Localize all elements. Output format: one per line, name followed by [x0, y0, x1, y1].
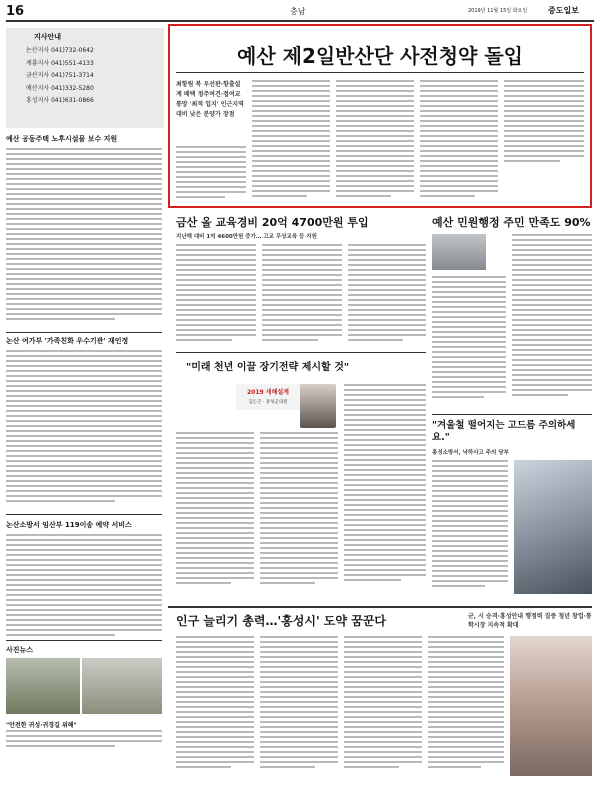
geumsan-body-col2 — [262, 244, 342, 348]
bottom-body-col3 — [344, 636, 422, 782]
bottom-body-col2 — [260, 636, 338, 782]
divider — [176, 352, 426, 353]
column-label: 2019 새해설계 — [247, 389, 289, 396]
headline-title: 예산 제2일반산단 사전청약 돌입 — [237, 44, 523, 68]
divider — [168, 606, 592, 608]
photo-news-image — [82, 658, 162, 714]
column-person: 김돈곤 · 홍성군의원 — [248, 400, 288, 405]
left-article-2-body — [6, 350, 162, 508]
yesan-civil-title: 예산 민원행정 주민 만족도 90% — [432, 216, 591, 229]
divider — [6, 640, 162, 641]
column-body-col3 — [344, 384, 426, 600]
branch-list — [26, 45, 161, 108]
left-article-3-title: 논산소방서 임산부 119이송 예약 서비스 — [6, 521, 132, 529]
left-article-2-title: 논산 여가부 '가족친화 우수기관' 재인정 — [6, 337, 129, 345]
headline-rule — [176, 72, 584, 73]
headline-body-col2 — [252, 80, 330, 204]
winter-subtitle: 홍성소방서, 낙하사고 주의 당부 — [432, 450, 509, 456]
column-badge — [236, 384, 300, 410]
photo-news-caption: "안전한 귀성·귀경길 위해" — [6, 722, 77, 729]
headline-body-col3 — [336, 80, 414, 204]
left-article-3-body — [6, 534, 162, 640]
photo-news-image — [6, 658, 80, 714]
branch-row: 금산지사 041)751-3714 — [26, 72, 94, 79]
left-article-1-title: 예산 공동주택 노후시설물 보수 지원 — [6, 135, 118, 143]
geumsan-subtitle: 지난해 대비 1억 4600만원 증가… 고교 무상교육 등 지원 — [176, 234, 317, 240]
divider — [6, 332, 162, 333]
bottom-feature-title: 인구 늘리기 총력…'홍성시' 도약 꿈꾼다 — [176, 614, 386, 628]
geumsan-title: 금산 올 교육경비 20억 4700만원 투입 — [176, 216, 369, 229]
headline-subtitle: 최항림 북 우선판·항출설계 배택 정주여건·접여교통망 '최적 입지' 인근지역 대비 낮은 분양가 장점 — [176, 81, 244, 118]
column-body-col1 — [176, 432, 254, 600]
headline-body-col4 — [420, 80, 498, 204]
yesan-civil-body-col2 — [512, 234, 592, 410]
winter-quote: "겨울철 떨어지는 고드름 주의하세요." — [432, 420, 576, 443]
branch-row: 홍성지사 041)631-0866 — [26, 97, 94, 104]
headline-body-col1 — [176, 146, 246, 204]
photo-news-label: 사진뉴스 — [6, 646, 34, 654]
issue-date: 2019년 11월 15일 화요일 — [468, 8, 528, 14]
column-portrait — [300, 384, 336, 428]
newspaper-name: 중도일보 — [548, 6, 579, 15]
branch-row: 계룡지사 041)551-4133 — [26, 59, 94, 67]
yesan-civil-photo — [432, 234, 486, 270]
divider — [432, 414, 592, 415]
geumsan-body-col3 — [348, 244, 426, 348]
divider — [6, 514, 162, 515]
geumsan-body-col1 — [176, 244, 256, 348]
branch-row: 논산지사 041)732-0642 — [26, 47, 94, 54]
section-label: 충남 — [290, 7, 306, 16]
column-quote: "미래 천년 이끌 장기전략 제시할 것" — [186, 362, 350, 373]
bottom-body-col4 — [428, 636, 504, 782]
headline-body-col5 — [504, 80, 584, 204]
yesan-civil-body-col1 — [432, 276, 506, 410]
winter-photo — [514, 460, 592, 594]
column-body-col2 — [260, 432, 338, 600]
branch-directory-title: 지사안내 — [34, 33, 62, 41]
bottom-body-col1 — [176, 636, 254, 782]
winter-body-col1 — [432, 460, 508, 600]
header-rule — [6, 20, 594, 22]
photo-news-text — [6, 730, 162, 760]
bottom-feature-side-title: 군, 시 승격·홍성안내 행정력 집중 청년 창업·통학시장 지속적 확대 — [468, 613, 592, 629]
page-number: 16 — [6, 4, 25, 19]
branch-row: 예산지사 041)332-5280 — [26, 84, 94, 92]
bottom-feature-photo — [510, 636, 592, 776]
branch-directory — [6, 28, 164, 128]
left-article-1-body — [6, 148, 162, 326]
